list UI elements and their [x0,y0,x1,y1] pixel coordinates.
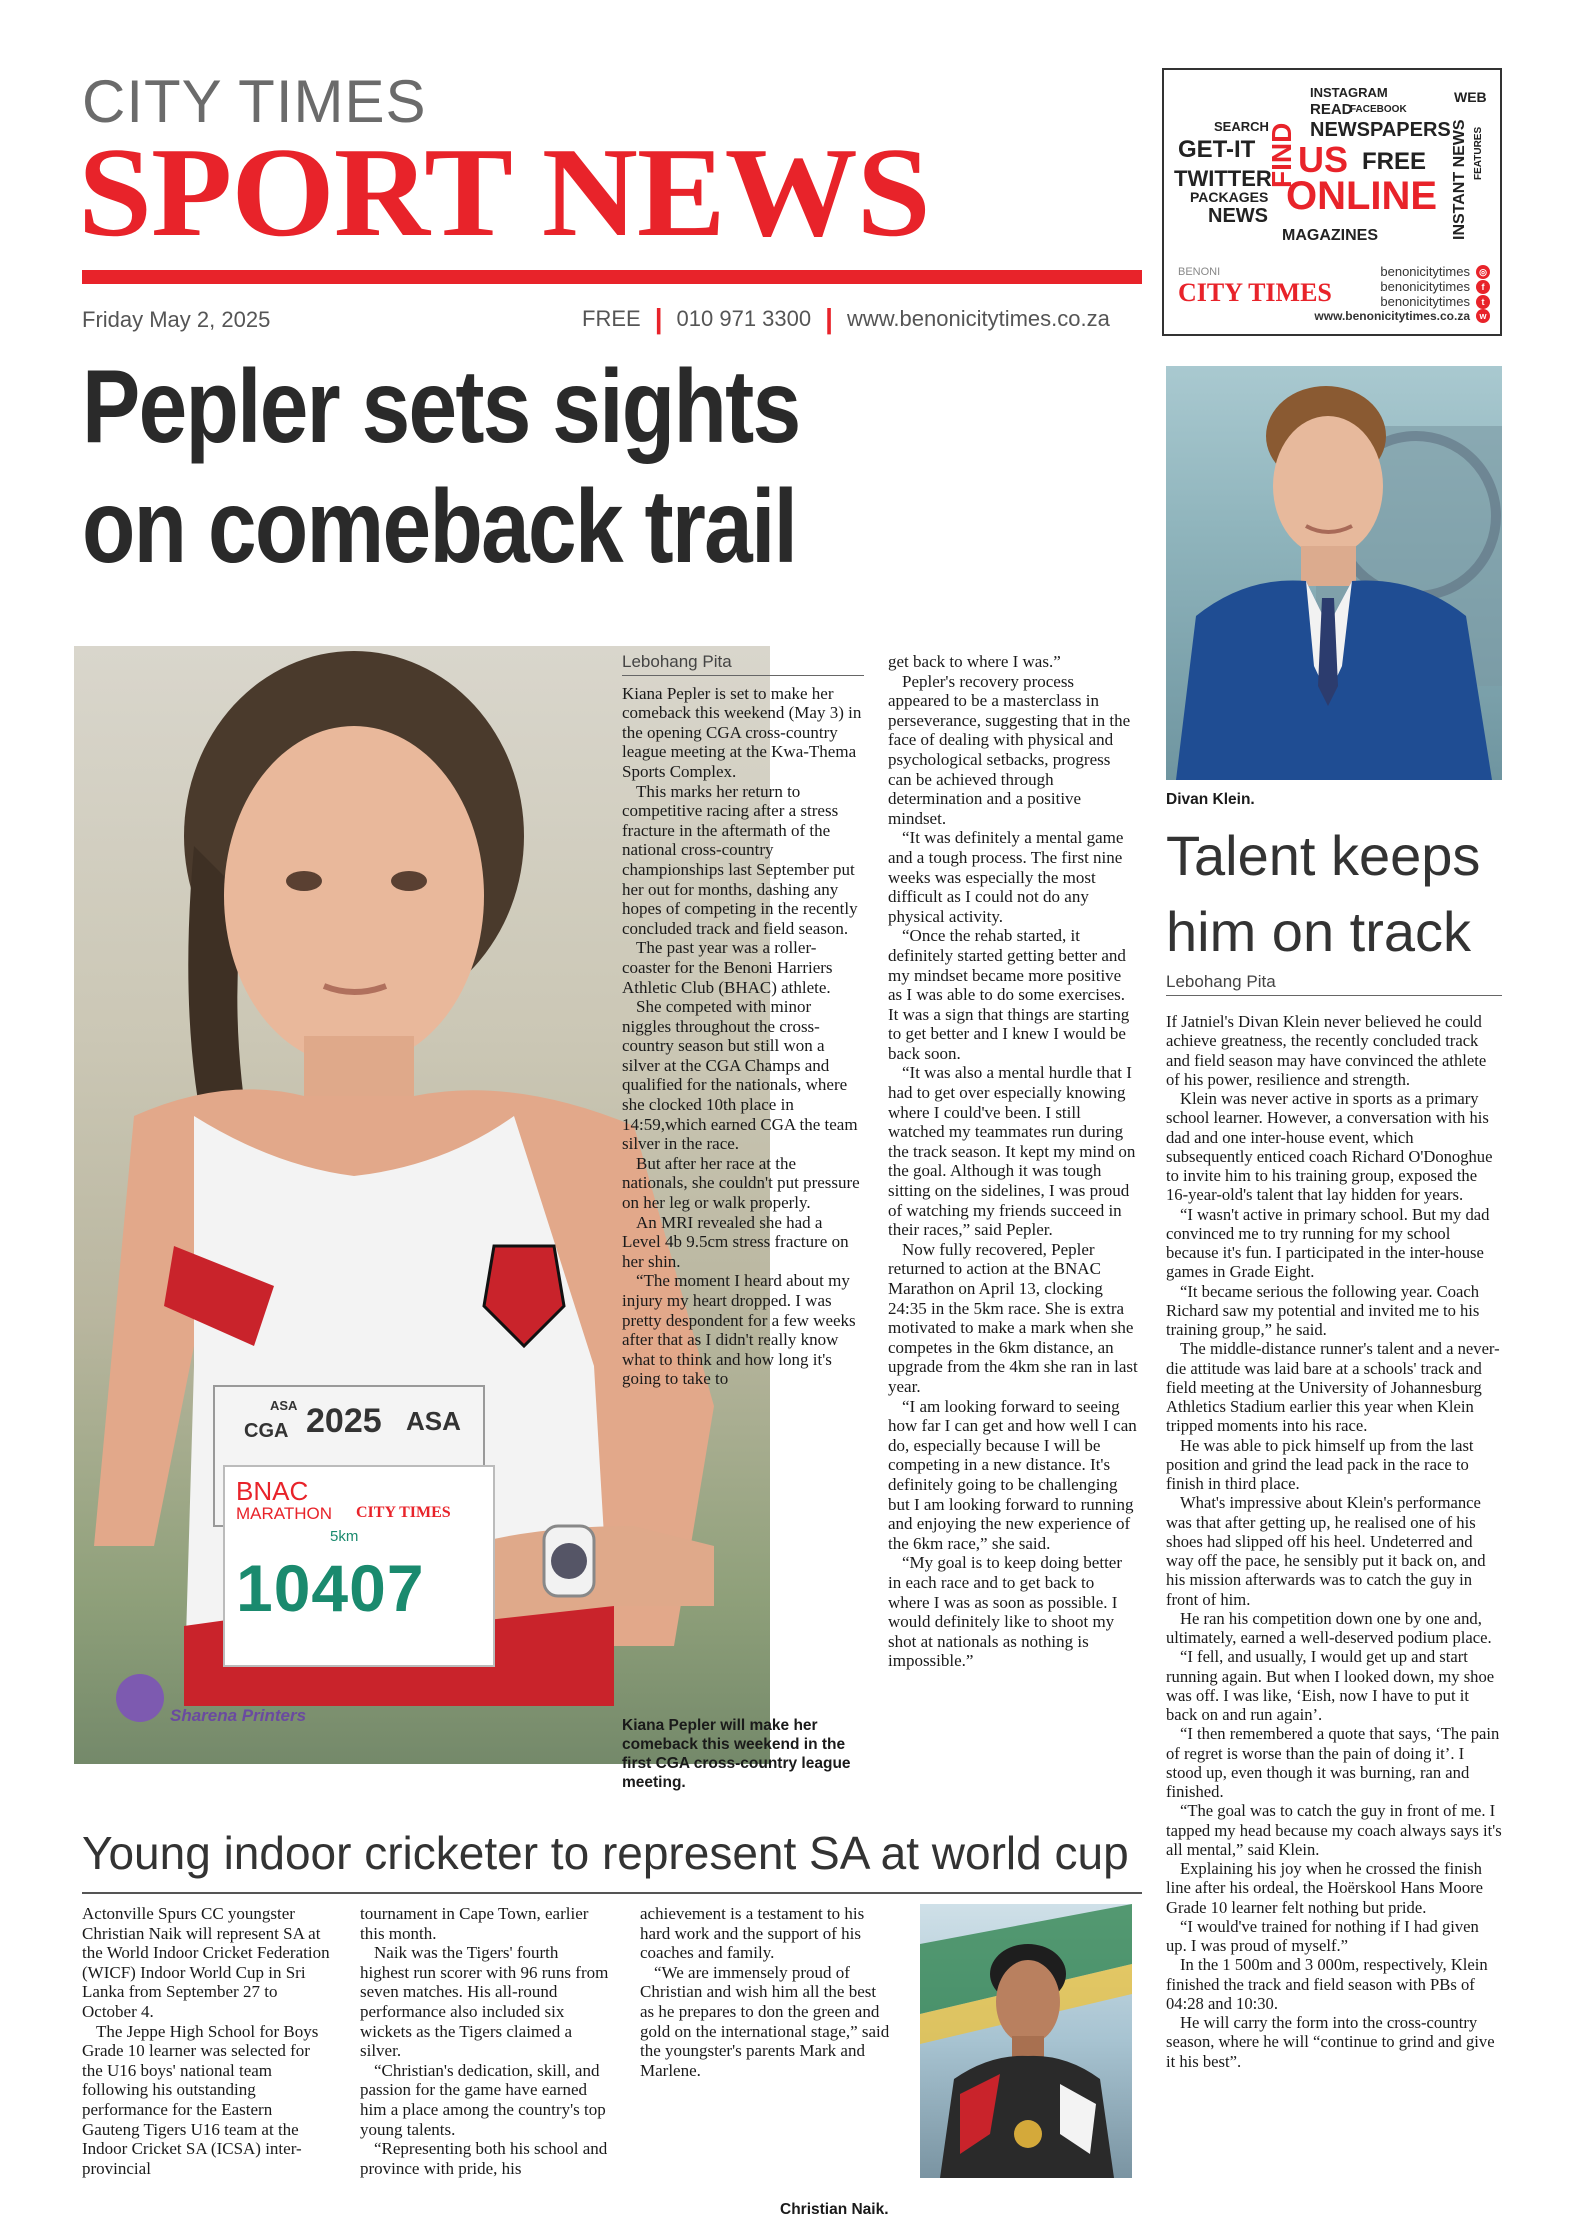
masthead-info [582,305,1110,333]
article-paragraph: Actonville Spurs CC youngster Christian Naik will represent SA at the World Indoor Cricket Federation (WICF) Indoor World Cup in Sri Lanka from September 27 to October 4. [82,1904,330,2021]
cricket-headline: Young indoor cricketer to represent SA at world cup [82,1827,1129,1879]
bib-cga: CGA [244,1420,289,1442]
handle-text: benonicitytimes [1380,264,1470,279]
article-paragraph: The Jeppe High School for Boys Grade 10 learner was selected for the U16 boys' national team following his outstanding performance for the Eastern Gauteng Tigers U16 team at the Indoor Cricket SA (ICSA) inter-provincial [82,2021,319,2178]
instagram-handle[interactable] [1310,264,1490,279]
bib-number: 10407 [236,1551,425,1625]
separator: | [825,303,833,334]
article-paragraph: He will carry the form into the cross-country season, where he will “continue to grind and give it his best”. [1166,2013,1495,2071]
article-paragraph: The middle-distance runner's talent and a never-die attitude was laid bare at a schools' track and field meeting at the University of Johannesburg Athletics Stadium earlier this year when Klein tripped moments into his race. [1166,1339,1500,1436]
ad-word-magazines: MAGAZINES [1282,227,1378,244]
article-paragraph: “I am looking forward to seeing how far I can get and how well I can do, especially because I will be competing in a new distance. It's definitely going to be challenging but I am looking forward to running and enjoying the new experience of the 6km race,” she said. [888,1396,1137,1553]
naik-photo-caption: Christian Naik. [780,2201,889,2218]
christian-naik-photo [920,1904,1132,2178]
ad-word-features: FEATURES [1473,126,1484,180]
web-icon: w [1476,309,1490,323]
separator: | [654,303,663,334]
twitter-handle[interactable] [1310,294,1490,309]
facebook-icon: f [1476,280,1490,294]
divan-klein-photo [1166,366,1502,780]
article-paragraph: “I wasn't active in primary school. But my dad convinced me to try running for my school because it's fun. I participated in the inter-house games in Grade Eight. [1166,1204,1490,1282]
bib-year: 2025 [306,1402,382,1440]
bib-asa-logo: ASA [406,1406,461,1436]
ad-word-read: READ [1310,101,1353,118]
ad-word-get-it: GET-IT [1178,136,1256,163]
lead-article-column-1 [622,652,864,1389]
ad-word-twitter: TWITTER [1174,166,1272,191]
article-paragraph: “It was also a mental hurdle that I had to get over especially knowing where I could've been. I still watched my teammates run during the track season. It kept my mind on the goal. Although it was tough sitting on the sidelines, I was proud of watching my friends succeed in their races,” said Pepler. [888,1063,1136,1240]
ad-website[interactable] [1310,309,1490,323]
article-paragraph: “I would've trained for nothing if I had given up. I was proud of myself.” [1166,1916,1479,1955]
bib-sponsor: CITY TIMES [356,1504,451,1521]
side-headline-line2: him on track [1166,900,1471,963]
side-byline: Lebohang Pita [1166,972,1502,996]
article-paragraph: She competed with minor niggles throughout the cross-country season but still won a silver at the CGA Champs and qualified for the nationals, where she clocked 10th place in 14:59,which earned CGA the team silver in the race. [622,997,858,1154]
ad-word-find: FIND [1266,122,1297,188]
bib-event: BNAC [236,1476,309,1506]
article-paragraph: achievement is a testament to his hard work and the support of his coaches and family. [640,1904,865,1963]
divan-illustration [1166,366,1502,780]
ad-website-text: www.benonicitytimes.co.za [1314,309,1470,323]
masthead-city: CITY TIMES [82,68,427,135]
cricket-rule [82,1892,1142,1894]
masthead-title: SPORT NEWS [78,121,930,263]
ad-word-search: SEARCH [1214,119,1269,134]
naik-illustration [920,1904,1132,2178]
article-paragraph: “It became serious the following year. Coach Richard saw my potential and invited me to his training group,” he said. [1166,1281,1480,1339]
side-headline-line1: Talent keeps [1166,824,1481,887]
article-paragraph: He ran his competition down one by one and, ultimately, earned a well-deserved podium place. [1166,1608,1492,1647]
article-paragraph: “I fell, and usually, I would get up and start running again. But when I looked down, my shoe was off. I was like, ‘Eish, now I have to put it back on and run again’. [1166,1647,1495,1724]
ad-word-packages: PACKAGES [1190,189,1269,205]
article-paragraph: He was able to pick himself up from the last position and grind the lead pack in the race to finish in third place. [1166,1435,1474,1493]
ad-word-instagram: INSTAGRAM [1310,85,1388,100]
ad-word-instant-news: INSTANT NEWS [1451,119,1468,240]
article-paragraph: “It was definitely a mental game and a tough process. The first nine weeks was especially the most difficult as I could not do any physical activity. [888,828,1124,926]
cricket-column-1 [82,1904,332,2178]
article-paragraph: “The moment I heard about my injury my heart dropped. I was pretty despondent for a few weeks after that as I didn't really know what to think and how long it's going to take to [622,1271,856,1389]
bib-asa-label: ASA [270,1398,298,1413]
ad-word-news: NEWS [1208,205,1268,227]
article-paragraph: Klein was never active in sports as a primary school learner. However, a conversation with his dad and one inter-house event, which subsequently enticed coach Richard O'Donoghue to invite him to his training group, exposed the 16-year-old's talent that lay hidden for years. [1166,1089,1493,1205]
ad-word-us: US [1298,139,1349,180]
ad-word-facebook: FACEBOOK [1350,104,1407,115]
photo-sponsor: Sharena Printers [170,1706,307,1725]
article-paragraph: In the 1 500m and 3 000m, respectively, Klein finished the track and field season with PBs of 04:28 and 10:30. [1166,1955,1488,2013]
article-paragraph: This marks her return to competitive racing after a stress fracture in the aftermath of the national cross-country championships last September put her out for months, dashing any hopes of competing in the recently concluded track and field season. [622,781,858,938]
article-paragraph: “I then remembered a quote that says, ‘The pain of regret is worse than the pain of doing it’. I stood up, even though it was burning, ran and finished. [1166,1724,1500,1801]
social-handles [1310,264,1490,323]
article-paragraph: “We are immensely proud of Christian and wish him all the best as he prepares to don the green and gold on the international stage,” said the youngster's parents Mark and Marlene. [640,1962,890,2080]
cricket-column-2 [360,1904,610,2178]
article-paragraph: Naik was the Tigers' fourth highest run scorer with 96 runs from seven matches. His all-round performance also included six wickets as the Tigers claimed a silver. [360,1943,609,2061]
side-headline [1166,818,1506,970]
lead-headline-line2: on comeback trail [82,468,797,585]
lead-headline-line1: Pepler sets sights [82,349,800,465]
website-link[interactable]: www.benonicitytimes.co.za [846,306,1110,331]
lead-photo-caption: Kiana Pepler will make her comeback this weekend in the first CGA cross-country league meeting. [622,1717,851,1791]
ad-word-online: ONLINE [1286,174,1438,218]
article-paragraph: If Jatniel's Divan Klein never believed he could achieve greatness, the recently concluded track and field season may have convinced the athlete of his power, resilience and strength. [1166,1012,1487,1089]
logo-big-text: CITY TIMES [1178,278,1332,307]
instagram-icon: ◎ [1476,265,1490,279]
ad-word-free: FREE [1362,148,1427,175]
article-paragraph: What's impressive about Klein's performance was that after getting up, he realised one of his shoes had slipped off his heel. Undeterred and way off the pace, he sensibly put it back on, and his mission afterwards was to catch the guy in front of him. [1166,1493,1486,1609]
article-paragraph: “My goal is to keep doing better in each race and to get back to where I was as soon as possible. I would definitely like to shoot my shot at nationals as nothing is impossible.” [888,1553,1123,1671]
article-paragraph: Explaining his joy when he crossed the finish line after his ordeal, the Hoërskool Hans Moore Grade 10 learner felt nothing but pride. [1166,1859,1484,1917]
ad-word-newspapers: NEWSPAPERS [1310,119,1451,141]
issue-date: Friday May 2, 2025 [82,307,271,332]
lead-article-column-2 [888,652,1138,1671]
article-paragraph: “Once the rehab started, it definitely started getting better and my mindset became more positive as I was able to do some exercises. It was a sign that things are starting to get better and I knew I would be back soon. [888,926,1130,1063]
article-paragraph: Pepler's recovery process appeared to be a masterclass in perseverance, suggesting that in the face of dealing with physical and psychological setbacks, progress can be achieved through determination and a positive mindset. [888,671,1131,828]
bib-event-2: MARATHON [236,1504,333,1523]
side-article [1166,1012,1502,2071]
price-label: FREE [582,306,641,331]
bib-distance: 5km [330,1528,359,1545]
article-paragraph: “The goal was to catch the guy in front of me. I tapped my head because my coach always says it's all mental,” said Klein. [1166,1801,1502,1859]
article-paragraph: The past year was a roller-coaster for the Benoni Harriers Athletic Club (BHAC) athlete. [622,938,833,997]
article-paragraph: get back to where I was.” [888,652,1061,671]
handle-text: benonicitytimes [1380,294,1470,309]
ad-word-web: WEB [1454,89,1487,105]
facebook-handle[interactable] [1310,279,1490,294]
article-paragraph: Now fully recovered, Pepler returned to action at the BNAC Marathon on April 13, clocking 24:35 in the 5km race. She is extra motivated to make a mark when she competes in the 6km distance, an upgrade from the 4km she ran in last year. [888,1239,1138,1396]
masthead-rule [82,270,1142,284]
lead-headline [82,348,972,587]
article-paragraph: tournament in Cape Town, earlier this month. [360,1904,589,1943]
lead-byline: Lebohang Pita [622,652,864,676]
handle-text: benonicitytimes [1380,279,1470,294]
logo-small-text: BENONI [1178,266,1221,278]
cricket-column-3 [640,1904,890,2080]
article-paragraph: “Christian's dedication, skill, and passion for the game have earned him a place among the country's top young talents. [360,2060,606,2139]
twitter-icon: t [1476,295,1490,309]
find-us-online-ad [1162,68,1502,336]
divan-photo-caption: Divan Klein. [1166,791,1255,808]
article-paragraph: “Representing both his school and province with pride, his [360,2139,608,2178]
article-paragraph: An MRI revealed she had a Level 4b 9.5cm stress fracture on her shin. [622,1212,849,1271]
phone-number: 010 971 3300 [676,306,812,331]
article-paragraph: But after her race at the nationals, she couldn't put pressure on her leg or walk properly. [622,1153,860,1213]
city-times-logo [1178,266,1332,308]
article-paragraph: Kiana Pepler is set to make her comeback this weekend (May 3) in the opening CGA cross-country league meeting at the Kwa-Thema Sports Complex. [622,683,862,781]
